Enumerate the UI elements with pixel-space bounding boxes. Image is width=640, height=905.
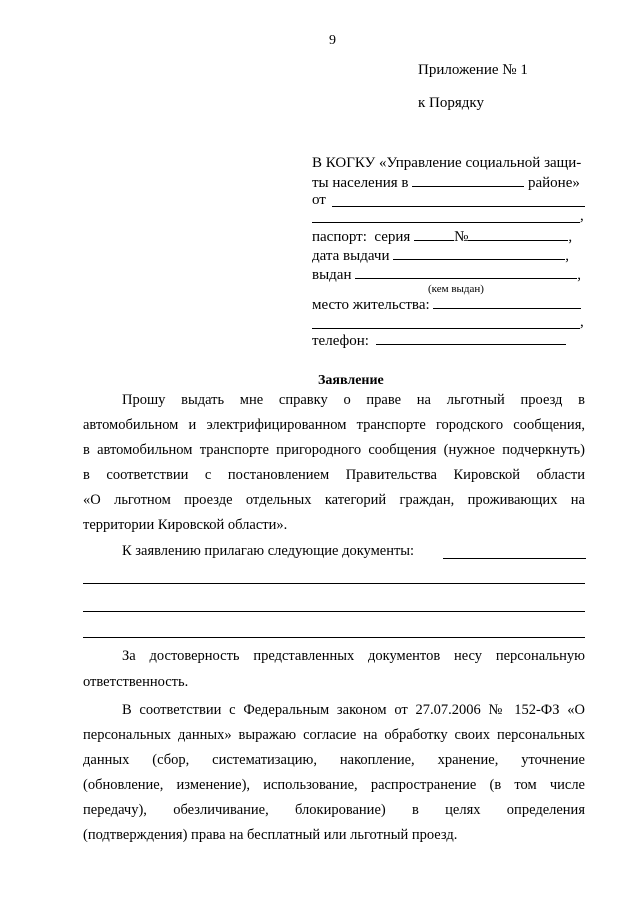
- reliability-line-1: За достоверность представленных документов несу персональную: [122, 648, 585, 664]
- addressee-line2: [312, 174, 580, 192]
- consent-line-4: (обновление, изменение), использование, распространение (в том числе: [83, 777, 585, 793]
- issued-by-row: выдан ,: [312, 267, 581, 283]
- statement-line-5: «О льготном проезде отдельных категорий граждан, проживающих на: [83, 492, 585, 508]
- appendix-subtitle: к Порядку: [418, 95, 484, 111]
- statement-line-1: Прошу выдать мне справку о праве на льготный проезд в: [122, 392, 585, 408]
- appendix-title: Приложение № 1: [418, 62, 528, 78]
- passport-row: паспорт: серия № ,: [312, 229, 573, 245]
- issue-date-field[interactable]: [393, 247, 565, 260]
- page-number: 9: [329, 33, 336, 48]
- from-field-continued[interactable]: [312, 222, 580, 223]
- attachments-line-1[interactable]: [83, 583, 585, 584]
- phone-field[interactable]: [376, 332, 566, 345]
- statement-title: Заявление: [318, 373, 384, 388]
- attachments-line-2[interactable]: [83, 611, 585, 612]
- reliability-line-2: ответственность.: [83, 674, 189, 690]
- residence-row: [312, 296, 581, 314]
- comma: ,: [580, 208, 584, 224]
- number-label: №: [454, 229, 469, 245]
- from-label: от: [312, 192, 326, 208]
- phone-row: [312, 332, 566, 350]
- residence-label: место жительства:: [312, 297, 430, 313]
- addressee-line1: В КОГКУ «Управление социальной защи-: [312, 155, 582, 171]
- issued-by-field[interactable]: [355, 266, 577, 279]
- issue-date-row: дата выдачи ,: [312, 248, 569, 264]
- issued-by-label: выдан: [312, 267, 352, 283]
- attachments-field[interactable]: [443, 558, 586, 559]
- residence-field[interactable]: [433, 296, 581, 309]
- district-field[interactable]: [412, 174, 524, 187]
- consent-line-5: передачу), обезличивание, блокирование) в целях определения: [83, 802, 585, 818]
- passport-number-field[interactable]: [468, 228, 568, 241]
- consent-line-2: персональных данных» выражаю согласие на обработку своих персональных: [83, 727, 585, 743]
- passport-series-field[interactable]: [414, 228, 454, 241]
- residence-field-continued[interactable]: [312, 328, 580, 329]
- statement-line-3: в автомобильном транспорте пригородного сообщения (нужное подчеркнуть): [83, 442, 585, 458]
- district-suffix: районе»: [528, 175, 580, 191]
- passport-label: паспорт:: [312, 229, 367, 245]
- consent-line-3: данных (сбор, систематизацию, накопление, хранение, уточнение: [83, 752, 585, 768]
- statement-line-6: территории Кировской области».: [83, 517, 288, 533]
- attachments-line-3[interactable]: [83, 637, 585, 638]
- comma-2: ,: [580, 314, 584, 330]
- issued-by-hint: (кем выдан): [428, 283, 484, 295]
- district-prefix: ты населения в: [312, 175, 409, 191]
- consent-line-6: (подтверждения) права на бесплатный или льготный проезд.: [83, 827, 458, 843]
- from-field[interactable]: [332, 206, 585, 207]
- consent-line-1: В соответствии с Федеральным законом от 27.07.2006 № 152-ФЗ «О: [122, 702, 585, 718]
- attachments-label: К заявлению прилагаю следующие документы:: [122, 543, 415, 559]
- statement-line-2: автомобильном и электрифицированном транспорте городского сообщения,: [83, 417, 585, 433]
- statement-line-4: в соответствии с постановлением Правительства Кировской области: [83, 467, 585, 483]
- phone-label: телефон:: [312, 333, 369, 349]
- series-label: серия: [374, 229, 411, 245]
- issue-date-label: дата выдачи: [312, 248, 390, 264]
